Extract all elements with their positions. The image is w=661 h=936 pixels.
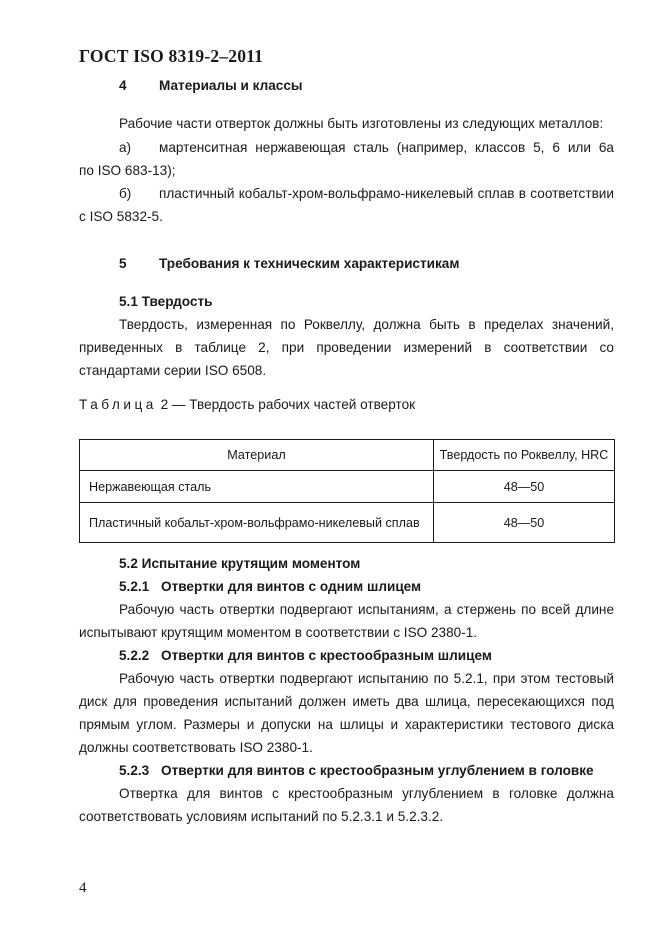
document-header: ГОСТ ISO 8319-2–2011 xyxy=(79,46,264,66)
table-header-material: Материал xyxy=(80,440,434,471)
subsection-5-2-2-line-3: прямым углом. Размеры и допуски на шлицы и характеристики тестового диска xyxy=(79,717,614,732)
section-4-number: 4 xyxy=(119,78,127,93)
subsection-5-1-line-1: Твердость, измеренная по Роквеллу, должна быть в пределах значений, xyxy=(119,317,614,332)
table-cell-material: Нержавеющая сталь xyxy=(80,471,434,503)
item-a-label: а) xyxy=(119,140,132,155)
table-cell-hardness: 48—50 xyxy=(434,503,615,543)
section-4-intro: Рабочие части отверток должны быть изготовлены из следующих металлов: xyxy=(119,116,604,131)
section-5-title: Требования к техническим характеристикам xyxy=(159,256,460,271)
table-cell-material: Пластичный кобальт-хром-вольфрамо-никелевый сплав xyxy=(80,503,434,543)
subsection-5-2-3-line-2: соответствовать условиям испытаний по 5.2.3.1 и 5.2.3.2. xyxy=(79,809,444,824)
item-a-text-cont: по ISO 683-13); xyxy=(79,163,176,178)
table-caption-text: 2 — Твердость рабочих частей отверток xyxy=(160,397,416,412)
item-b-label: б) xyxy=(119,186,132,201)
table-row xyxy=(80,471,615,503)
table-caption xyxy=(79,397,415,412)
subsection-5-2-1-line-1: Рабочую часть отвертки подвергают испытаниям, а стержень по всей длине xyxy=(119,602,614,617)
subsection-5-2-2-line-1: Рабочую часть отвертки подвергают испытанию по 5.2.1, при этом тестовый xyxy=(119,671,614,686)
subsection-5-2-1-title: Отвертки для винтов с одним шлицем xyxy=(161,579,422,594)
subsection-5-2-1-line-2: испытывают крутящим моментом в соответствии с ISO 2380-1. xyxy=(79,625,478,640)
subsection-5-2-2-title: Отвертки для винтов с крестообразным шлицем xyxy=(161,648,492,663)
table-caption-prefix: Таблица xyxy=(79,397,157,412)
section-4-title: Материалы и классы xyxy=(159,78,303,93)
subsection-5-2-3-line-1: Отвертка для винтов с крестообразным углублением в головке должна xyxy=(119,786,614,801)
section-5-number: 5 xyxy=(119,256,127,271)
hardness-table xyxy=(79,439,615,543)
item-a-text: мартенситная нержавеющая сталь (например, классов 5, 6 или 6а xyxy=(159,140,614,155)
subsection-5-1-line-2: приведенных в таблице 2, при проведении измерений в соответствии со xyxy=(79,340,614,355)
table-header-hardness: Твердость по Роквеллу, HRC xyxy=(434,440,615,471)
subsection-5-1-line-3: стандартами серии ISO 6508. xyxy=(79,363,267,378)
page-number: 4 xyxy=(79,880,87,896)
subsection-5-2-heading: 5.2 Испытание крутящим моментом xyxy=(119,556,361,571)
subsection-5-2-2-line-4: должны соответствовать ISO 2380-1. xyxy=(79,740,313,755)
subsection-5-1-heading: 5.1 Твердость xyxy=(119,294,213,309)
subsection-5-2-2-line-2: диск для проведения испытаний должен иметь два шлица, пересекающихся под xyxy=(79,694,614,709)
subsection-5-2-1-number: 5.2.1 xyxy=(119,579,150,594)
item-b-text-cont: с ISO 5832-5. xyxy=(79,209,163,224)
item-b-text: пластичный кобальт-хром-вольфрамо-никелевый сплав в соответствии xyxy=(159,186,614,201)
table-cell-hardness: 48—50 xyxy=(434,471,615,503)
subsection-5-2-3-number: 5.2.3 xyxy=(119,763,150,778)
table-header-row xyxy=(80,440,615,471)
table-row xyxy=(80,503,615,543)
subsection-5-2-2-number: 5.2.2 xyxy=(119,648,150,663)
subsection-5-2-3-title: Отвертки для винтов с крестообразным углублением в головке xyxy=(161,763,594,778)
